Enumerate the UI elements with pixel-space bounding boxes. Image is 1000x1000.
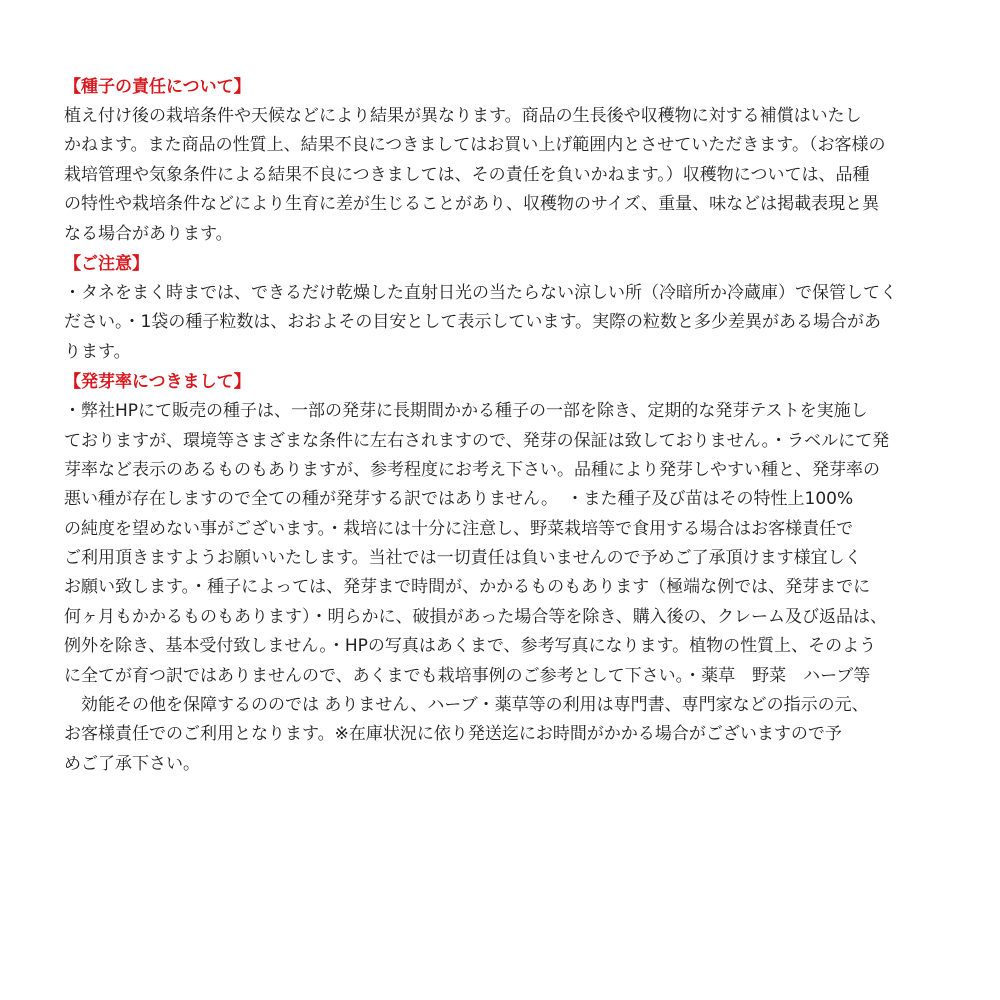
body-line: 植え付け後の栽培条件や天候などにより結果が異なります。商品の生長後や収穫物に対する補償はいたし (64, 106, 862, 126)
body-line: お客様責任でのご利用となります。※在庫状況に依り発送迄にお時間がかかる場合がございますので予 (64, 724, 842, 745)
body-line: に全てが育つ訳ではありませんので、あくまでも栽培事例のご参考として下さい。・薬草 野菜 ハーブ等 (64, 665, 871, 686)
body-line: 何ヶ月もかかるものもあります）・明らかに、破損があった場合等を除き、購入後の、クレーム及び返品は、 (64, 606, 887, 627)
seed-notice-document (64, 72, 944, 779)
germination-rate-body (64, 397, 944, 779)
body-line: 例外を除き、基本受付致しません。・HPの写真はあくまで、参考写真になります。植物の性質上、そのよう (64, 636, 877, 657)
body-line: の特性や栽培条件などにより生育に差が生じることがあり、収穫物のサイズ、重量、味などは掲載表現と異 (64, 194, 880, 215)
body-line: かねます。また商品の性質上、結果不良につきましてはお買い上げ範囲内とさせていただきます。（お客様の (64, 135, 886, 156)
body-line: ておりますが、環境等さまざまな条件に左右されますので、発芽の保証は致しておりません。・ラベルにて発 (64, 430, 890, 451)
body-line: ださい。・1袋の種子粒数は、おおよその目安として表示しています。実際の粒数と多少差異がある場合があ (64, 312, 881, 333)
body-line: 芽率など表示のあるものもありますが、参考程度にお考え下さい。品種により発芽しやすい種と、発芽率の (64, 459, 880, 480)
heading-caution: 【ご注意】 (64, 253, 149, 274)
body-line: ・タネをまく時までは、できるだけ乾燥した直射日光の当たらない涼しい所（冷暗所か冷蔵庫）で保管してく (64, 282, 897, 303)
heading-germination-rate: 【発芽率につきまして】 (64, 372, 251, 393)
body-line: お願い致します。・種子によっては、発芽まで時間が、かかるものもあります（極端な例では、発芽までに (64, 577, 871, 598)
caution-body (64, 279, 944, 367)
seed-responsibility-body (64, 102, 944, 249)
body-line: 悪い種が存在しますので全ての種が発芽する訳ではありません。 ・また種子及び苗はその特性上100% (64, 489, 854, 510)
body-line: ります。 (64, 341, 131, 362)
body-line: の純度を望めない事がございます。・栽培には十分に注意し、野菜栽培等で食用する場合はお客様責任で (64, 518, 854, 539)
body-line: 効能その他を保障するののでは ありません、ハーブ・薬草等の利用は専門書、専門家などの指示の元、 (64, 695, 869, 716)
body-line: ご利用頂きますようお願いいたします。当社では一切責任は負いませんので予めご了承頂けます様宜しく (64, 548, 862, 569)
body-line: ・弊社HPにて販売の種子は、一部の発芽に長期間かかる種子の一部を除き、定期的な発芽テストを実施し (64, 401, 868, 422)
body-line: めご了承下さい。 (64, 753, 200, 774)
body-line: なる場合があります。 (64, 223, 233, 244)
heading-seed-responsibility: 【種子の責任について】 (64, 77, 251, 97)
body-line: 栽培管理や気象条件による結果不良につきましては、その責任を負いかねます。）収穫物については、品種 (64, 164, 870, 185)
